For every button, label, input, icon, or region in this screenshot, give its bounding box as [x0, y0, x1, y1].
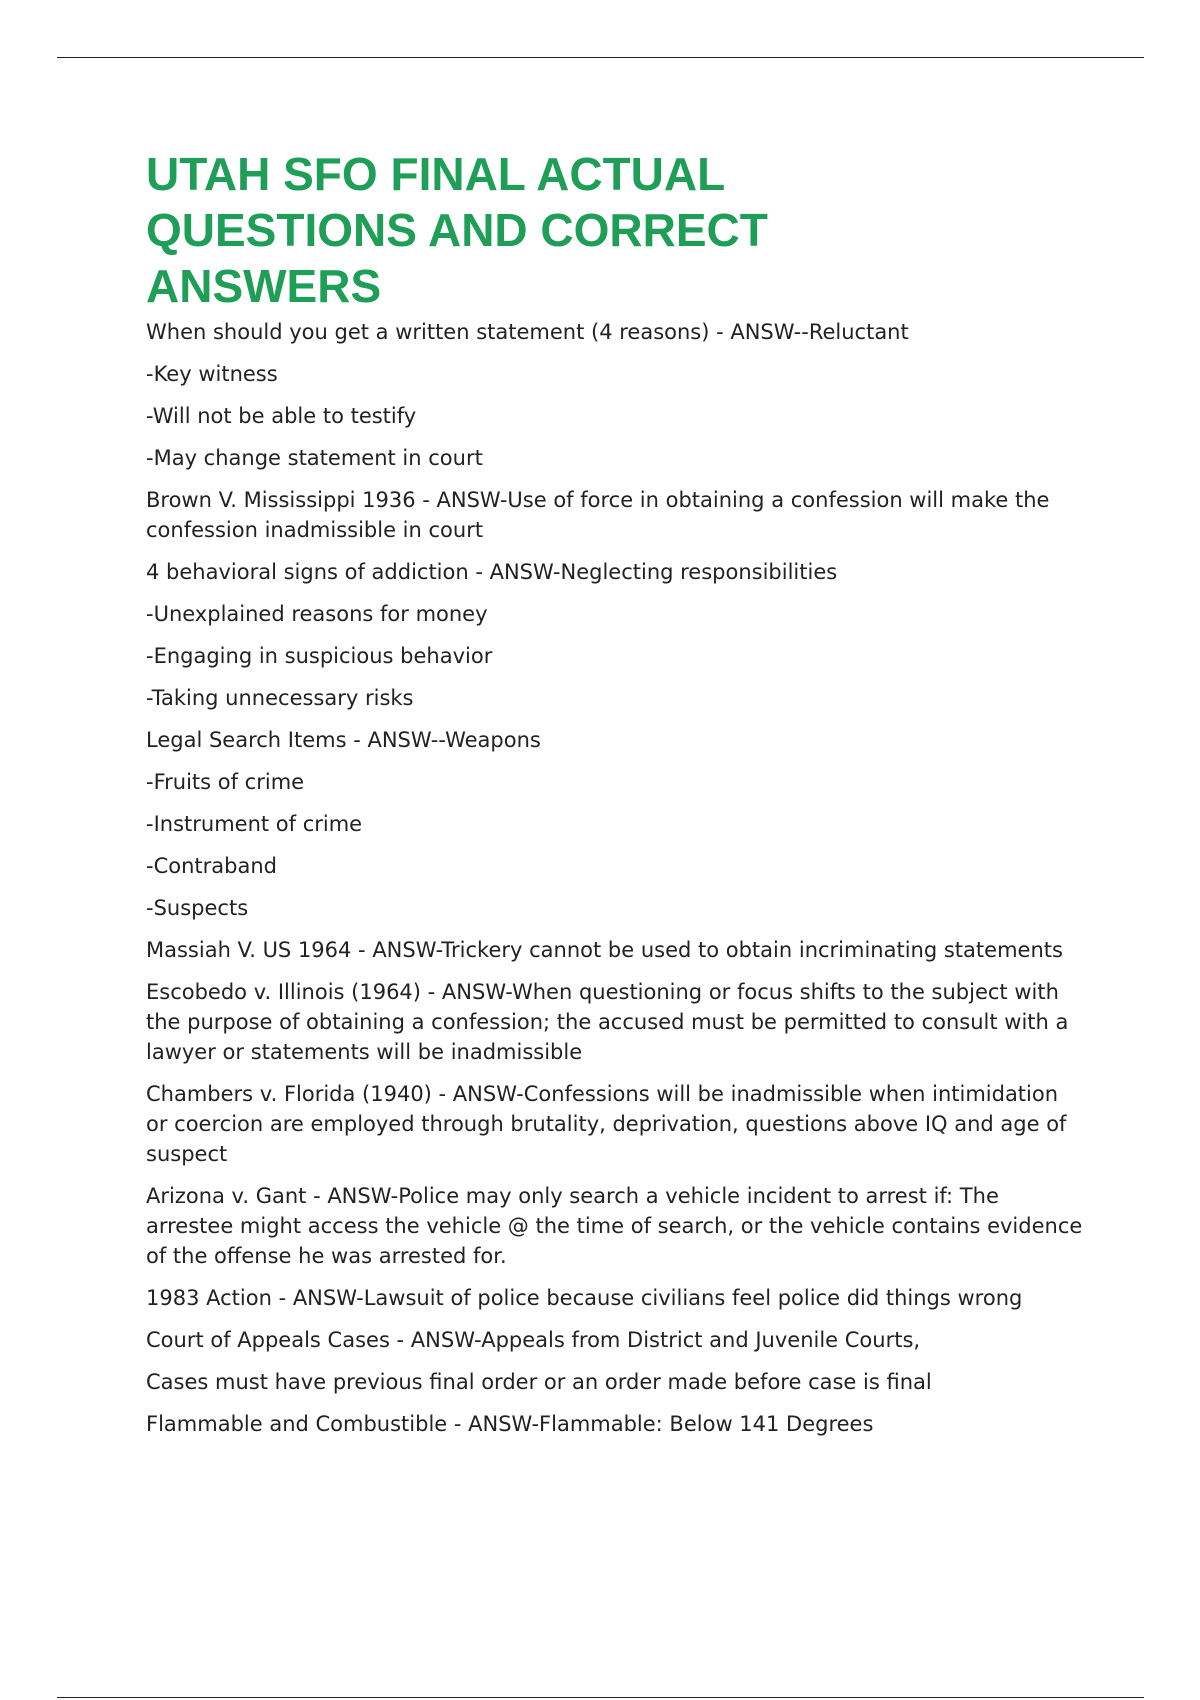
title-line: QUESTIONS AND CORRECT [146, 204, 768, 256]
qa-entry: -Contraband [146, 854, 277, 878]
qa-entry: Massiah V. US 1964 - ANSW-Trickery cannot be used to obtain incriminating statements [146, 938, 1063, 962]
qa-entry: Arizona v. Gant - ANSW-Police may only search a vehicle incident to arrest if: The arrestee might access the vehicle @ the time of search, or the vehicle contains evidence of the offense he was arrested for. [146, 1184, 1089, 1268]
qa-entry: -Unexplained reasons for money [146, 602, 488, 626]
qa-entry: -Instrument of crime [146, 812, 363, 836]
title-line: ANSWERS [146, 260, 382, 312]
qa-entry: -Fruits of crime [146, 770, 305, 794]
qa-entry: 1983 Action - ANSW-Lawsuit of police because civilians feel police did things wrong [146, 1286, 1023, 1310]
qa-entry: -Taking unnecessary risks [146, 686, 414, 710]
qa-entry: -Engaging in suspicious behavior [146, 644, 493, 668]
qa-entry: -Suspects [146, 896, 249, 920]
qa-entry: -Key witness [146, 362, 278, 386]
qa-entry: -May change statement in court [146, 446, 483, 470]
qa-entry: Brown V. Mississippi 1936 - ANSW-Use of force in obtaining a confession will make the confession inadmissible in court [146, 488, 1057, 542]
title-line: UTAH SFO FINAL ACTUAL [146, 148, 726, 200]
footer-divider [57, 1697, 1144, 1698]
qa-entry: Escobedo v. Illinois (1964) - ANSW-When questioning or focus shifts to the subject with the purpose of obtaining a confession; the accused must be permitted to consult with a lawyer or statements will be inadmissible [146, 980, 1076, 1064]
qa-entry: 4 behavioral signs of addiction - ANSW-Neglecting responsibilities [146, 560, 838, 584]
document-body [146, 146, 1089, 1451]
qa-entry: When should you get a written statement (4 reasons) - ANSW--Reluctant [146, 320, 909, 344]
qa-entry: Cases must have previous final order or an order made before case is final [146, 1370, 932, 1394]
qa-entry: -Will not be able to testify [146, 404, 417, 428]
header-divider [57, 57, 1144, 58]
qa-entry: Chambers v. Florida (1940) - ANSW-Confessions will be inadmissible when intimidation or coercion are employed through brutality, deprivation, questions above IQ and age of suspect [146, 1082, 1074, 1166]
qa-entry: Flammable and Combustible - ANSW-Flammable: Below 141 Degrees [146, 1412, 874, 1436]
qa-entry: Legal Search Items - ANSW--Weapons [146, 728, 541, 752]
document-title [146, 146, 1086, 314]
qa-list [146, 317, 1089, 1439]
qa-entry: Court of Appeals Cases - ANSW-Appeals from District and Juvenile Courts, [146, 1328, 921, 1352]
